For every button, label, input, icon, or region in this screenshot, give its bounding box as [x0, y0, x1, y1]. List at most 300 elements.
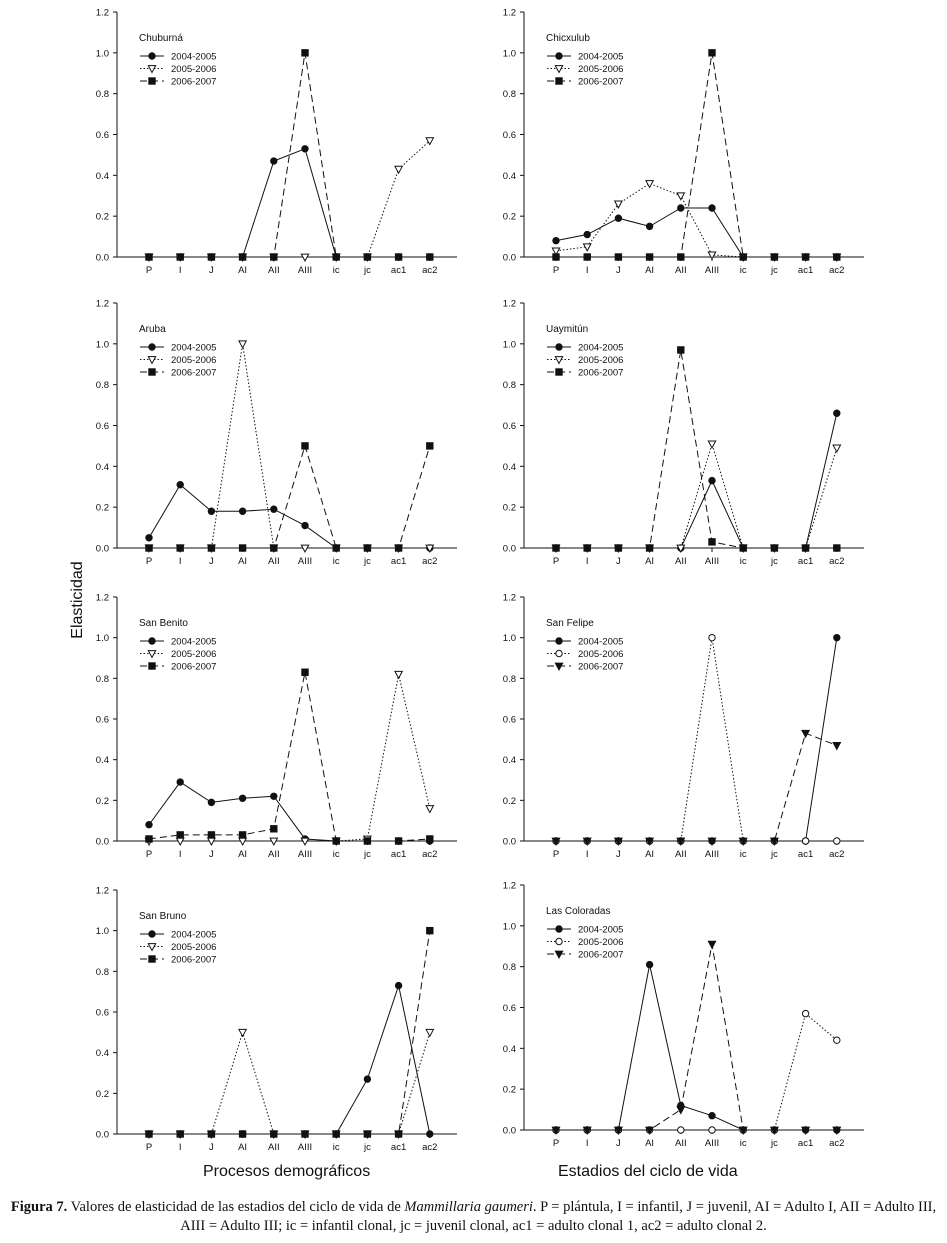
data-point [615, 545, 621, 551]
y-axis-label [58, 561, 98, 639]
x-tick-label: P [145, 265, 153, 276]
data-point [584, 231, 590, 237]
legend-label: 2005-2006 [171, 64, 217, 75]
x-tick-label: J [616, 556, 621, 567]
legend-marker [555, 951, 562, 958]
data-point [678, 205, 684, 211]
data-point [553, 237, 559, 243]
legend-marker [555, 663, 562, 670]
y-tick-label: 1.0 [502, 633, 516, 645]
panel-title: Las Coloradas [546, 906, 611, 917]
legend-label: 2005-2006 [578, 355, 624, 366]
data-point [395, 1131, 401, 1137]
x-tick-label: ac2 [829, 556, 845, 567]
legend-marker [148, 66, 155, 73]
data-point [646, 181, 653, 188]
legend-marker [556, 78, 562, 84]
x-tick-label: AII [267, 265, 280, 276]
data-point [708, 441, 715, 448]
legend-marker [148, 944, 155, 951]
data-point [239, 254, 245, 260]
x-tick-label: jc [363, 1142, 371, 1153]
x-tick-label: jc [363, 849, 371, 860]
legend-marker [149, 638, 155, 644]
data-point [802, 838, 808, 844]
y-tick-label: 0.6 [95, 130, 109, 141]
x-tick-label: jc [770, 849, 778, 860]
data-point [271, 793, 277, 799]
legend-marker [149, 53, 155, 59]
caption-text-before: Valores de elasticidad de las estadios del ciclo de vida de [67, 1199, 405, 1215]
series-line-1 [556, 965, 837, 1130]
caption-species: Mammillaria gaumeri [404, 1199, 533, 1215]
data-point [271, 826, 277, 832]
legend-label: 2006-2007 [578, 76, 624, 88]
data-point [709, 539, 715, 545]
x-tick-label: P [552, 265, 560, 276]
y-tick-label: 0.0 [95, 836, 109, 848]
y-tick-label: 0.4 [95, 461, 109, 473]
data-point [709, 1113, 715, 1119]
legend-label: 2005-2006 [578, 64, 624, 75]
legend-label: 2004-2005 [578, 342, 624, 354]
y-tick-label: 1.0 [502, 921, 516, 933]
data-point [553, 254, 559, 260]
y-tick-label: 0.6 [502, 421, 516, 432]
x-tick-label: AII [267, 1142, 280, 1153]
panel-title: Aruba [139, 324, 166, 335]
x-tick-label: J [209, 1142, 214, 1153]
legend-marker [148, 651, 155, 658]
data-point [146, 545, 152, 551]
y-tick-label: 0.0 [502, 1125, 516, 1137]
data-point [395, 982, 401, 988]
x-tick-label: I [178, 265, 182, 276]
y-tick-label: 0.6 [502, 1003, 516, 1014]
series-line-3 [556, 350, 837, 548]
data-point [146, 822, 152, 828]
data-point [553, 545, 559, 551]
x-tick-label: I [585, 1138, 589, 1149]
y-tick-label: 0.2 [502, 211, 516, 223]
data-point [584, 545, 590, 551]
data-point [427, 1131, 433, 1137]
x-tick-label: ic [739, 556, 747, 567]
y-tick-label: 0.8 [95, 966, 109, 978]
x-tick-label: AIII [297, 849, 313, 860]
data-point [395, 166, 402, 173]
data-point [177, 779, 183, 785]
x-tick-label: I [585, 849, 589, 860]
legend-marker [149, 369, 155, 375]
legend-label: 2006-2007 [578, 367, 624, 379]
x-tick-label: I [178, 1142, 182, 1153]
y-tick-label: 0.4 [95, 1048, 109, 1060]
y-tick-label: 0.8 [502, 380, 516, 392]
data-point [239, 795, 245, 801]
y-tick-label: 0.8 [502, 673, 516, 685]
legend-label: 2005-2006 [171, 942, 217, 953]
caption-label: Figura 7. [10, 1199, 68, 1215]
data-point [302, 669, 308, 675]
series-line-2 [556, 184, 837, 258]
data-point [834, 545, 840, 551]
data-point [146, 836, 152, 842]
y-tick-label: 0.4 [502, 170, 516, 182]
y-tick-label: 0.2 [502, 795, 516, 807]
x-tick-label: ac1 [390, 849, 407, 860]
series-line-2 [149, 1032, 430, 1134]
data-point [678, 347, 684, 353]
x-tick-label: AIII [704, 1138, 720, 1149]
legend-label: 2004-2005 [578, 924, 624, 936]
data-point [395, 671, 402, 678]
y-tick-label: 1.2 [95, 885, 109, 897]
data-point [678, 1127, 684, 1133]
data-point [302, 1131, 308, 1137]
data-point [427, 927, 433, 933]
series-line-1 [556, 413, 837, 548]
data-point [208, 254, 214, 260]
data-point [208, 838, 215, 845]
series-line-3 [556, 944, 837, 1130]
y-tick-label: 0.8 [95, 380, 109, 392]
data-point [270, 838, 277, 845]
data-point [709, 50, 715, 56]
y-tick-label: 1.2 [502, 298, 516, 310]
data-point [364, 1131, 370, 1137]
y-tick-label: 0.6 [502, 714, 516, 726]
data-point [271, 158, 277, 164]
legend-label: 2005-2006 [171, 649, 217, 660]
x-tick-label: J [209, 849, 214, 860]
data-point [333, 545, 339, 551]
x-tick-label: AI [238, 265, 248, 276]
panel-title: Chicxulub [546, 33, 590, 44]
y-tick-label: 1.2 [95, 592, 109, 604]
data-point [239, 341, 246, 348]
data-point [709, 205, 715, 211]
data-point [302, 146, 308, 152]
data-point [301, 254, 308, 261]
x-tick-label: AIII [297, 265, 313, 276]
y-tick-label: 0.6 [95, 714, 109, 726]
caption-text-after: . P = plántula, I = infantil, J = juvenil, AI = Adulto I, AII = Adulto III, AIII = Adulto III; ic = infantil clonal, jc = juvenil clonal, ac1 = adulto clonal 1, ac2 = adulto clonal 2. [180, 1199, 937, 1234]
legend-label: 2005-2006 [578, 649, 624, 660]
data-point [834, 634, 840, 640]
data-point [177, 482, 183, 488]
y-tick-label: 0.2 [95, 211, 109, 223]
x-tick-label: I [585, 265, 589, 276]
legend-marker [556, 369, 562, 375]
x-tick-label: P [552, 849, 560, 860]
data-point [177, 838, 184, 845]
panel-title: Uaymitún [546, 324, 589, 335]
x-tick-label: jc [770, 556, 778, 567]
legend-label: 2004-2005 [578, 636, 624, 648]
y-tick-label: 1.2 [95, 298, 109, 310]
panel-title: San Benito [139, 618, 188, 629]
y-tick-label: 0.6 [502, 130, 516, 141]
y-tick-label: 0.0 [502, 252, 516, 264]
x-tick-label: ac1 [797, 1138, 814, 1149]
x-tick-label: AII [674, 1138, 687, 1149]
x-tick-label: AI [645, 556, 655, 567]
data-point [427, 443, 433, 449]
data-point [271, 545, 277, 551]
y-tick-label: 0.6 [95, 1007, 109, 1019]
data-point [833, 743, 840, 750]
series-line-1 [149, 782, 430, 841]
panel-title: San Bruno [139, 911, 187, 922]
x-tick-label: I [585, 556, 589, 567]
x-tick-label: AII [267, 556, 280, 567]
data-point [146, 254, 152, 260]
x-tick-label: ic [739, 849, 747, 860]
legend-label: 2006-2007 [171, 661, 217, 673]
x-tick-label: ic [332, 1142, 340, 1153]
panel-7 [96, 886, 457, 1154]
data-point [426, 1029, 433, 1036]
data-point [833, 445, 840, 452]
x-tick-label: J [209, 265, 214, 276]
data-point [708, 941, 715, 948]
x-tick-label: AI [645, 849, 655, 860]
x-tick-label: J [616, 1138, 621, 1149]
data-point [239, 545, 245, 551]
legend-label: 2006-2007 [171, 76, 217, 88]
y-tick-label: 0.8 [502, 962, 516, 974]
x-tick-label: AI [645, 265, 655, 276]
data-point [834, 254, 840, 260]
panel-1 [96, 8, 457, 277]
data-point [271, 254, 277, 260]
data-point [678, 254, 684, 260]
data-point [177, 254, 183, 260]
x-tick-label: jc [363, 556, 371, 567]
x-tick-label: AIII [704, 265, 720, 276]
figure-caption [0, 1198, 947, 1236]
y-tick-label: 0.0 [95, 543, 109, 555]
x-tick-label: AIII [704, 556, 720, 567]
y-tick-label: 0.4 [95, 170, 109, 182]
x-tick-label: P [145, 849, 153, 860]
legend-label: 2006-2007 [171, 367, 217, 379]
data-point [177, 832, 183, 838]
data-point [302, 50, 308, 56]
legend-marker [149, 956, 155, 962]
data-point [771, 254, 777, 260]
x-tick-label: ac2 [829, 1138, 845, 1149]
series-line-3 [149, 446, 430, 548]
legend-marker [148, 357, 155, 364]
x-tick-label: ac2 [422, 849, 438, 860]
data-point [333, 838, 339, 844]
legend-marker [556, 53, 562, 59]
y-axis-label-text: Elasticidad [69, 561, 86, 639]
series-line-3 [149, 672, 430, 841]
data-point [802, 254, 808, 260]
data-point [834, 838, 840, 844]
legend-marker [555, 66, 562, 73]
x-tick-label: ac2 [422, 556, 438, 567]
data-point [146, 1131, 152, 1137]
series-line-3 [556, 733, 837, 841]
data-point [271, 506, 277, 512]
x-tick-label: ac1 [797, 556, 814, 567]
data-point [239, 838, 246, 845]
x-tick-label: jc [770, 1138, 778, 1149]
panel-5 [96, 593, 457, 861]
data-point [646, 961, 652, 967]
y-tick-label: 1.0 [95, 926, 109, 938]
data-point [239, 832, 245, 838]
panel-8 [503, 881, 864, 1150]
data-point [239, 1029, 246, 1036]
data-point [177, 1131, 183, 1137]
x-tick-label: P [145, 1142, 153, 1153]
x-tick-label: AI [645, 1138, 655, 1149]
x-tick-label: AII [674, 265, 687, 276]
data-point [584, 254, 590, 260]
y-tick-label: 0.6 [95, 421, 109, 432]
x-tick-label: ac1 [797, 849, 814, 860]
data-point [646, 254, 652, 260]
y-tick-label: 0.2 [95, 1088, 109, 1100]
x-tick-label: J [616, 265, 621, 276]
x-tick-label: I [178, 849, 182, 860]
x-tick-label: ic [332, 265, 340, 276]
legend-label: 2005-2006 [171, 355, 217, 366]
y-tick-label: 0.0 [95, 252, 109, 264]
x-tick-label: ac1 [390, 556, 407, 567]
series-line-2 [149, 674, 430, 841]
series-line-2 [556, 444, 837, 548]
series-line-2 [556, 1014, 837, 1130]
y-tick-label: 0.2 [502, 1084, 516, 1096]
y-tick-label: 1.2 [502, 7, 516, 19]
y-tick-label: 1.2 [95, 7, 109, 19]
data-point [427, 254, 433, 260]
legend-marker [556, 344, 562, 350]
x-tick-label: P [552, 556, 560, 567]
x-tick-label: ac2 [422, 265, 438, 276]
x-tick-label: ic [739, 1138, 747, 1149]
x-tick-label: AII [674, 556, 687, 567]
panel-2 [503, 8, 864, 277]
legend-marker [556, 638, 562, 644]
x-tick-label: ic [332, 556, 340, 567]
x-tick-label: P [552, 1138, 560, 1149]
data-point [364, 838, 370, 844]
x-tick-label: AI [238, 849, 248, 860]
data-point [395, 838, 401, 844]
data-point [646, 223, 652, 229]
data-point [677, 193, 684, 200]
data-point [146, 535, 152, 541]
data-point [427, 836, 433, 842]
y-tick-label: 1.0 [95, 48, 109, 60]
y-tick-label: 1.0 [95, 633, 109, 645]
x-tick-label: jc [363, 265, 371, 276]
x-tick-label: ac2 [829, 265, 845, 276]
x-tick-label: ic [332, 849, 340, 860]
y-tick-label: 0.4 [95, 755, 109, 767]
y-tick-label: 0.2 [95, 502, 109, 514]
data-point [364, 545, 370, 551]
x-axis-label-right: Estadios del ciclo de vida [558, 1163, 738, 1180]
series-line-1 [149, 485, 430, 548]
x-tick-label: AIII [297, 556, 313, 567]
legend-label: 2004-2005 [171, 51, 217, 63]
x-tick-label: AI [238, 556, 248, 567]
data-point [302, 443, 308, 449]
legend-label: 2004-2005 [578, 51, 624, 63]
y-tick-label: 0.4 [502, 1043, 516, 1055]
x-tick-label: ac2 [422, 1142, 438, 1153]
x-tick-label: AIII [297, 1142, 313, 1153]
panel-6 [503, 593, 864, 861]
data-point [834, 410, 840, 416]
data-point [677, 1107, 684, 1114]
legend-marker [556, 938, 562, 944]
panel-title: Chuburná [139, 33, 183, 44]
data-point [208, 545, 214, 551]
data-point [271, 1131, 277, 1137]
data-point [615, 254, 621, 260]
data-point [709, 634, 715, 640]
data-point [208, 1131, 214, 1137]
x-tick-label: ac1 [390, 265, 407, 276]
data-point [709, 477, 715, 483]
y-tick-label: 0.0 [502, 543, 516, 555]
y-tick-label: 1.2 [502, 880, 516, 892]
legend-label: 2005-2006 [578, 937, 624, 948]
legend-label: 2004-2005 [171, 636, 217, 648]
x-tick-label: AII [674, 849, 687, 860]
y-tick-label: 0.2 [502, 502, 516, 514]
data-point [364, 1076, 370, 1082]
x-tick-label: I [178, 556, 182, 567]
x-tick-label: ac1 [797, 265, 814, 276]
y-tick-label: 1.0 [502, 339, 516, 351]
data-point [802, 545, 808, 551]
y-tick-label: 1.0 [95, 339, 109, 351]
legend-marker [149, 78, 155, 84]
legend-marker [555, 357, 562, 364]
series-line-1 [149, 149, 430, 257]
legend-marker [556, 650, 562, 656]
y-tick-label: 0.0 [95, 1129, 109, 1141]
x-axis-label-left: Procesos demográficos [203, 1163, 371, 1180]
x-tick-label: AIII [704, 849, 720, 860]
data-point [239, 508, 245, 514]
x-tick-label: AII [267, 849, 280, 860]
y-tick-label: 1.2 [502, 592, 516, 604]
x-tick-label: P [145, 556, 153, 567]
data-point [177, 545, 183, 551]
y-tick-label: 0.4 [502, 461, 516, 473]
legend-marker [556, 926, 562, 932]
data-point [709, 1127, 715, 1133]
data-point [615, 215, 621, 221]
data-point [646, 545, 652, 551]
data-point [740, 254, 746, 260]
data-point [802, 1010, 808, 1016]
x-tick-label: ic [739, 265, 747, 276]
legend-label: 2006-2007 [578, 661, 624, 673]
y-tick-label: 0.8 [95, 673, 109, 685]
